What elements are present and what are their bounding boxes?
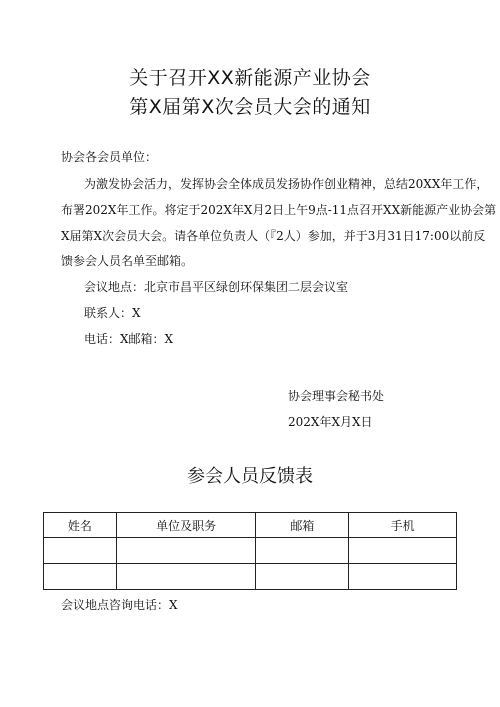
table-row <box>44 538 457 564</box>
table-cell[interactable] <box>256 538 349 564</box>
phone-email-line: 电话：X邮箱：X <box>84 332 174 346</box>
table-cell[interactable] <box>44 538 117 564</box>
signature-org: 协会理事会秘书处 <box>288 389 385 403</box>
table-cell[interactable] <box>349 538 457 564</box>
venue-line: 会议地点：北京市昌平区绿创环保集团二层会议室 <box>84 280 349 294</box>
body-line-3: X届第X次会员大会。请各单位负责人（『2人）参加，并于3月31日17:00以前反 <box>61 229 486 243</box>
table-cell[interactable] <box>44 564 117 590</box>
header-unit-position: 单位及职务 <box>116 513 256 538</box>
salutation: 协会各会员单位： <box>61 150 158 164</box>
body-line-2: 布署202X年工作。将定于202X年X月2日上午9点-11点召开XX新能源产业协会第 <box>61 203 497 217</box>
body-line-4: 馈参会人员名单至邮箱。 <box>61 254 194 268</box>
notice-title-line1: 关于召开XX新能源产业协会 <box>129 67 371 89</box>
header-mobile: 手机 <box>349 513 457 538</box>
table-cell[interactable] <box>116 538 256 564</box>
contact-line: 联系人：X <box>84 306 141 320</box>
table-cell[interactable] <box>116 564 256 590</box>
notice-title-line2: 第X届第X次会员大会的通知 <box>129 96 371 118</box>
venue-inquiry-phone: 会议地点咨询电话：X <box>61 598 178 612</box>
table-cell[interactable] <box>349 564 457 590</box>
table-row <box>44 564 457 590</box>
table-header-row <box>44 513 457 538</box>
body-line-1: 为激发协会活力，发挥协会全体成员发扬协作创业精神，总结20XX年工作， <box>84 177 489 191</box>
header-name: 姓名 <box>44 513 117 538</box>
table-cell[interactable] <box>256 564 349 590</box>
feedback-table <box>43 512 457 590</box>
signature-date: 202X年X月X日 <box>288 415 373 429</box>
header-email: 邮箱 <box>256 513 349 538</box>
feedback-table-title: 参会人员反馈表 <box>187 466 313 487</box>
